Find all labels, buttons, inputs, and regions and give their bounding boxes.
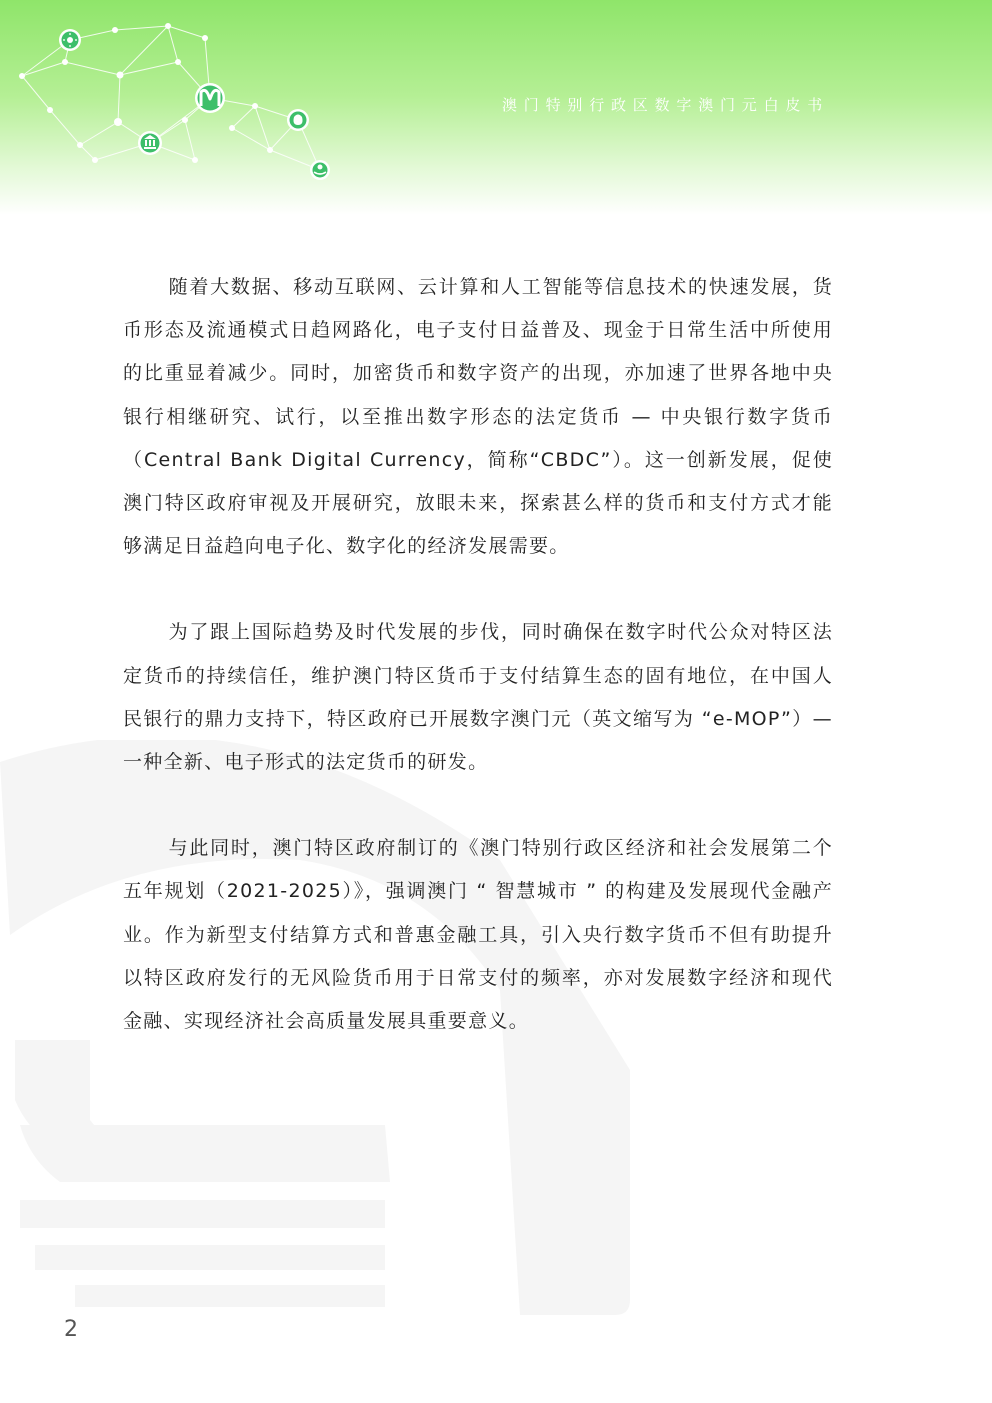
paragraph-2: 为了跟上国际趋势及时代发展的步伐，同时确保在数字时代公众对特区法定货币的持续信任，维护澳门特区货币于支付结算生态的固有地位，在中国人民银行的鼎力支持下，特区政府已开展数字澳门元（英文缩写为 “e-MOP”）— 一种全新、电子形式的法定货币的研发。 [123,621,833,774]
body-text [123,266,833,1086]
header-title: 澳门特别行政区数字澳门元白皮书 [502,96,830,114]
money-bag-icon [287,109,309,131]
bank-icon [138,131,162,155]
paragraph-3: 与此同时，澳门特区政府制订的《澳门特别行政区经济和社会发展第二个五年规划（2021-2025）》，强调澳门 “ 智慧城市 ” 的构建及发展现代金融产业。作为新型支付结算方式和普惠金融工具，引入央行数字货币不但有助提升以特区政府发行的无风险货币用于日常支付的频率，亦对发展数字经济和现代金融、实现经济社会高质量发展具重要意义。 [123,837,833,1033]
coin-hand-icon [310,160,330,180]
paragraph-1: 随着大数据、移动互联网、云计算和人工智能等信息技术的快速发展，货币形态及流通模式日趋网路化，电子支付日益普及、现金于日常生活中所使用的比重显着减少。同时，加密货币和数字资产的出现，亦加速了世界各地中央银行相继研究、试行，以至推出数字形态的法定货币 — 中央银行数字货币 （Central Bank Digital Currency，简称“CBDC”）。这一创新发展，促使澳门特区政府审视及开展研究，放眼未来，探索甚么样的货币和支付方式才能够满足日益趋向电子化、数字化的经济发展需要。 [123,276,833,558]
macau-m-logo-icon [195,83,225,113]
network-graphic [0,0,360,200]
page-number: 2 [64,1317,78,1342]
chip-icon [59,29,81,51]
